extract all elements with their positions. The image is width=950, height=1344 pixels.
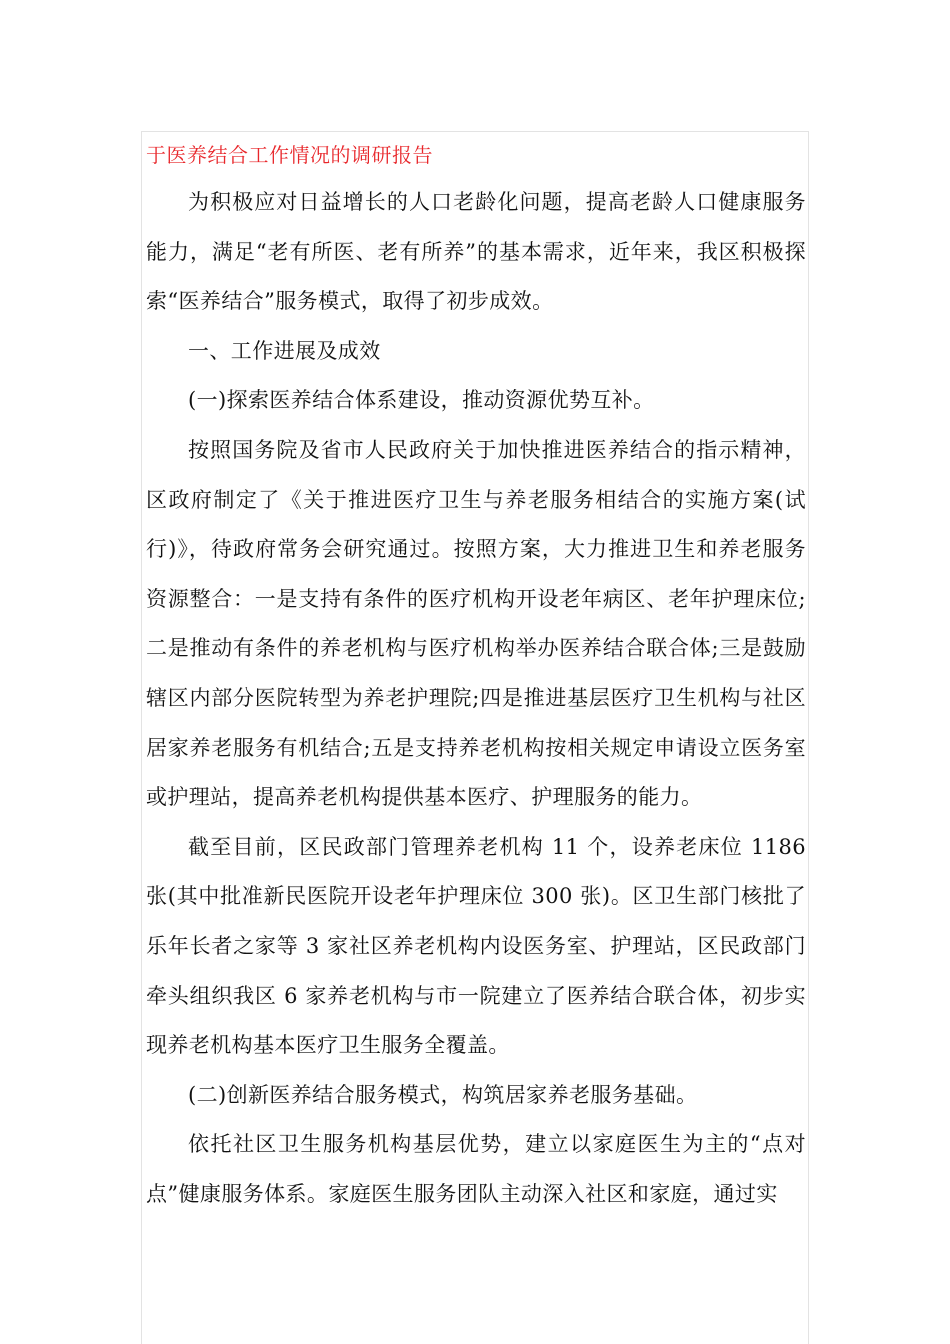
paragraph-intro: 为积极应对日益增长的人口老龄化问题，提高老龄人口健康服务能力，满足“老有所医、老有所养”的基本需求，近年来，我区积极探索“医养结合”服务模式，取得了初步成效。 — [146, 190, 806, 314]
paragraph-statistics: 截至目前，区民政部门管理养老机构 11 个，设养老床位 1186 张(其中批准新民医院开设老年护理床位 300 张)。区卫生部门核批了乐年长者之家等 3 家社区养老机构内设医务室、护理站，区民政部门牵头组织我区 6 家养老机构与市一院建立了医养结合联合体，初步实现养老机构基本医疗卫生服务全覆盖。 — [146, 834, 806, 1058]
paragraph-policy: 按照国务院及省市人民政府关于加快推进医养结合的指示精神，区政府制定了《关于推进医疗卫生与养老服务相结合的实施方案(试行)》，待政府常务会研究通过。按照方案，大力推进卫生和养老服务资源整合：一是支持有条件的医疗机构开设老年病区、老年护理床位;二是推动有条件的养老机构与医疗机构举办医养结合联合体;三是鼓励辖区内部分医院转型为养老护理院;四是推进基层医疗卫生机构与社区居家养老服务有机结合;五是支持养老机构按相关规定申请设立医务室或护理站，提高养老机构提供基本医疗、护理服务的能力。 — [146, 437, 806, 810]
document-body — [146, 138, 806, 1219]
paragraph-family-doctor: 依托社区卫生服务机构基层优势，建立以家庭医生为主的“点对点”健康服务体系。家庭医生服务团队主动深入社区和家庭，通过实 — [146, 1132, 806, 1206]
section-heading-1: 一、工作进展及成效 — [188, 338, 381, 363]
subsection-heading-2: (二)创新医养结合服务模式，构筑居家养老服务基础。 — [188, 1082, 698, 1107]
document-title: 于医养结合工作情况的调研报告 — [146, 143, 433, 167]
subsection-heading-1: (一)探索医养结合体系建设，推动资源优势互补。 — [188, 388, 655, 413]
